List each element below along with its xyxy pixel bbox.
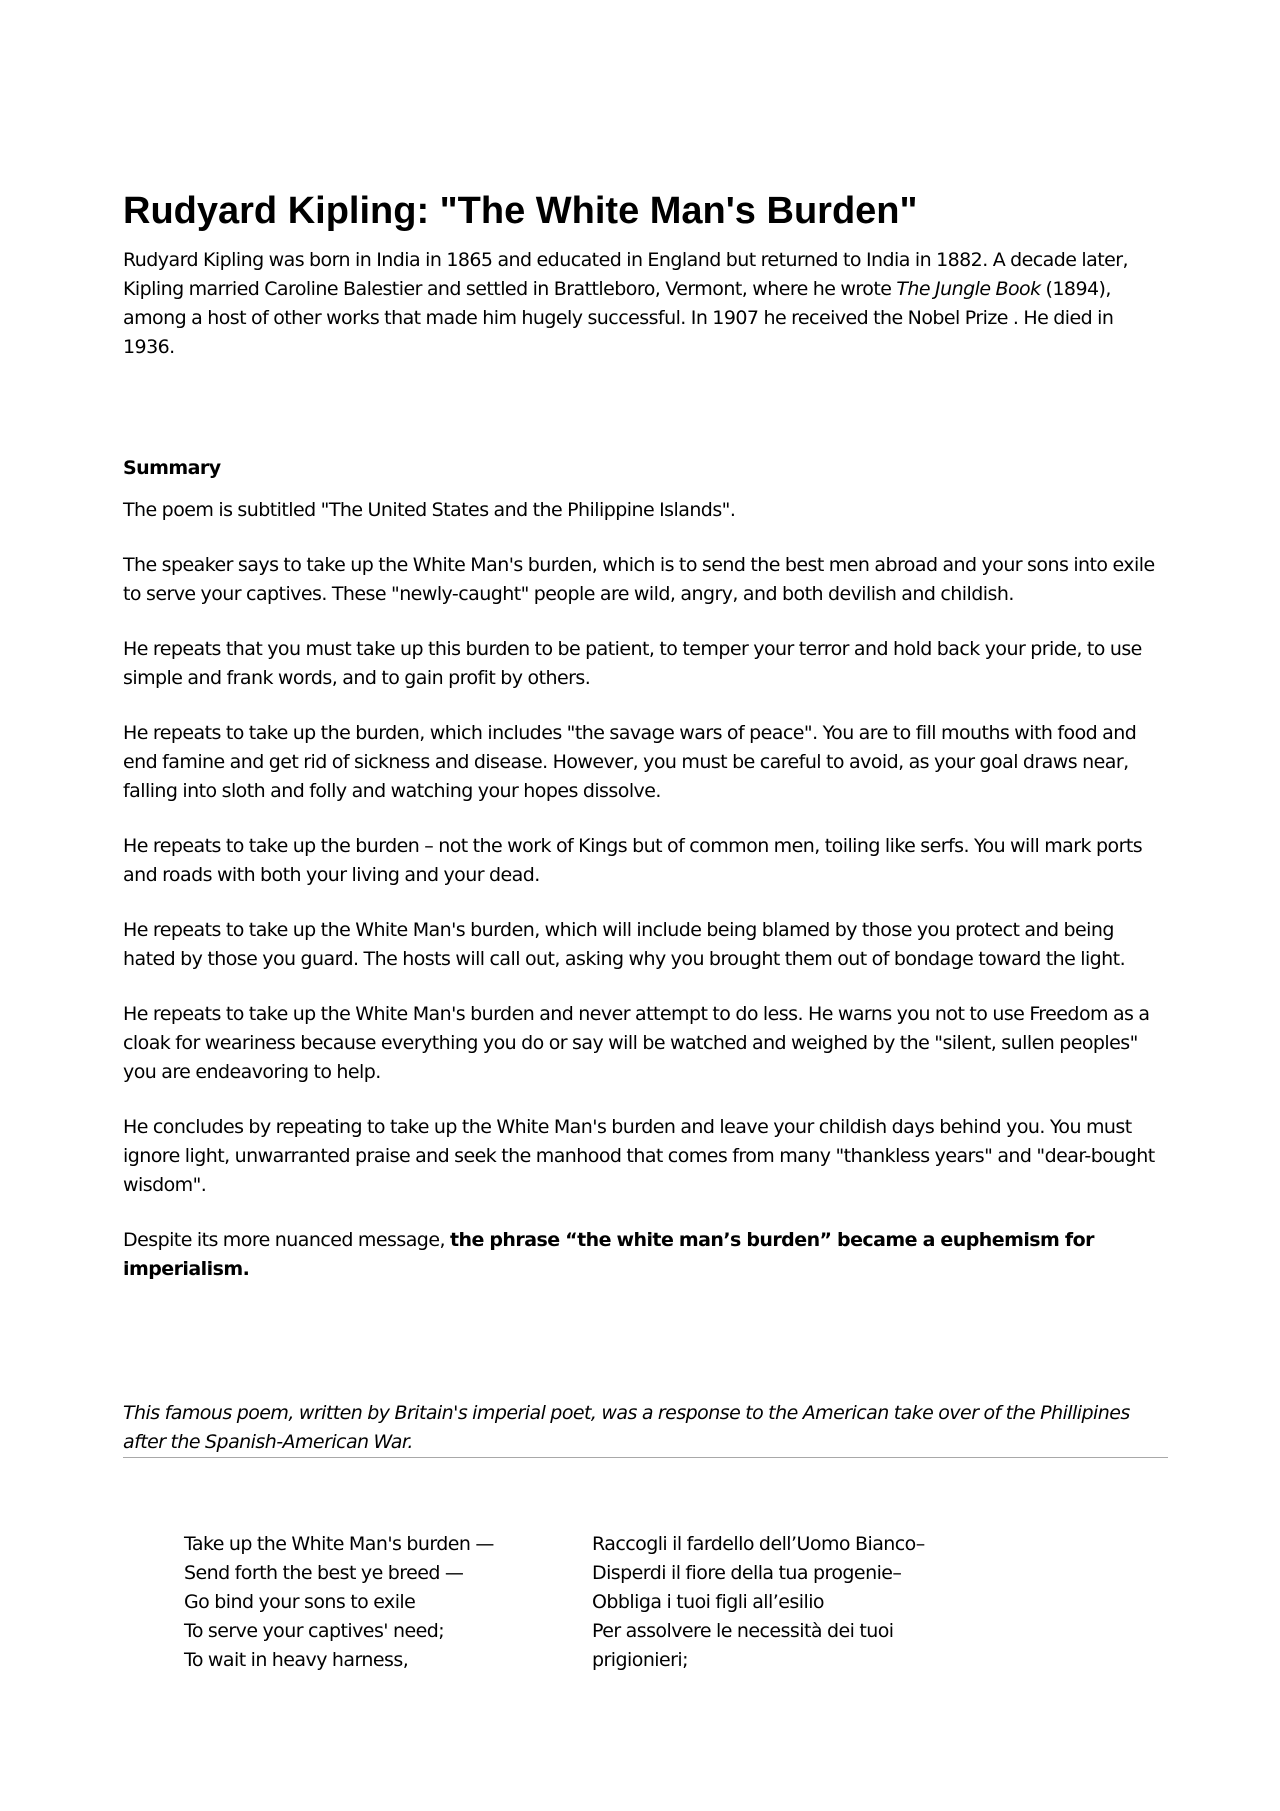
summary-paragraph: He repeats to take up the burden, which includes "the savage wars of peace". You are to fill mouths with food and end famine and get rid of sickness and disease. However, you must be careful to avoid, as your goal draws near, falling into sloth and folly and watching your hopes dissolve. <box>123 722 1137 802</box>
poem-line: Send forth the best ye breed — <box>184 1562 464 1584</box>
summary-paragraph: He repeats that you must take up this burden to be patient, to temper your terror and hold back your pride, to use simple and frank words, and to gain profit by others. <box>123 638 1142 689</box>
poem-line: prigionieri; <box>592 1649 689 1671</box>
document-title: Rudyard Kipling: "The White Man's Burden" <box>123 190 918 232</box>
poem-line: Raccogli il fardello dell’Uomo Bianco– <box>592 1533 925 1555</box>
summary-conclusion <box>123 1226 1169 1284</box>
horizontal-divider <box>123 1457 1168 1458</box>
summary-section <box>123 496 1169 1310</box>
poem-line: Obbliga i tuoi figli all’esilio <box>592 1591 824 1613</box>
book-title: The Jungle Book <box>896 278 1041 300</box>
summary-paragraph: He concludes by repeating to take up the White Man's burden and leave your childish days behind you. You must ignore light, unwarranted praise and seek the manhood that comes from many "thankless years" and "dear-bought wisdom". <box>123 1116 1155 1196</box>
poem-line: Disperdi il fiore della tua progenie– <box>592 1562 902 1584</box>
intro-text-end: (1894), among a host of other works that made him hugely successful. In 1907 he received the Nobel Prize . He died in 1936. <box>123 278 1114 358</box>
summary-heading: Summary <box>123 457 221 479</box>
poem-line: Per assolvere le necessità dei tuoi <box>592 1620 894 1642</box>
summary-paragraph: He repeats to take up the White Man's burden and never attempt to do less. He warns you not to use Freedom as a cloak for weariness because everything you do or say will be watched and weighed by the "silent, sullen peoples" you are endeavoring to help. <box>123 1003 1150 1083</box>
poem-line: To wait in heavy harness, <box>184 1649 409 1671</box>
poem-english-column <box>184 1530 564 1675</box>
summary-paragraph: He repeats to take up the burden – not the work of Kings but of common men, toiling like serfs. You will mark ports and roads with both your living and your dead. <box>123 835 1143 886</box>
poem-line: Take up the White Man's burden — <box>184 1533 494 1555</box>
intro-text-start: Rudyard Kipling was born in India in 1865 and educated in England but returned to India in 1882. A decade later, Kipling married Caroline Balestier and settled in Brattleboro, Vermont, where he wrote <box>123 249 1129 300</box>
poem-line: To serve your captives' need; <box>184 1620 445 1642</box>
intro-paragraph <box>123 246 1169 362</box>
summary-paragraph: The speaker says to take up the White Man's burden, which is to send the best men abroad and your sons into exile to serve your captives. These "newly-caught" people are wild, angry, and both devilish and childish. <box>123 554 1155 605</box>
poem-line: Go bind your sons to exile <box>184 1591 416 1613</box>
summary-paragraph: He repeats to take up the White Man's burden, which will include being blamed by those you protect and being hated by those you guard. The hosts will call out, asking why you brought them out of bondage toward the light. <box>123 919 1126 970</box>
summary-paragraph: The poem is subtitled "The United States and the Philippine Islands". <box>123 499 736 521</box>
poem-context-note: This famous poem, written by Britain's imperial poet, was a response to the American take over of the Phillipines after the Spanish-American War. <box>123 1402 1130 1453</box>
conclusion-text: Despite its more nuanced message, <box>123 1229 450 1251</box>
poem-italian-column <box>592 1530 972 1675</box>
conclusion-emphasis: the phrase “the white man’s burden” became a euphemism for imperialism. <box>123 1229 1094 1280</box>
